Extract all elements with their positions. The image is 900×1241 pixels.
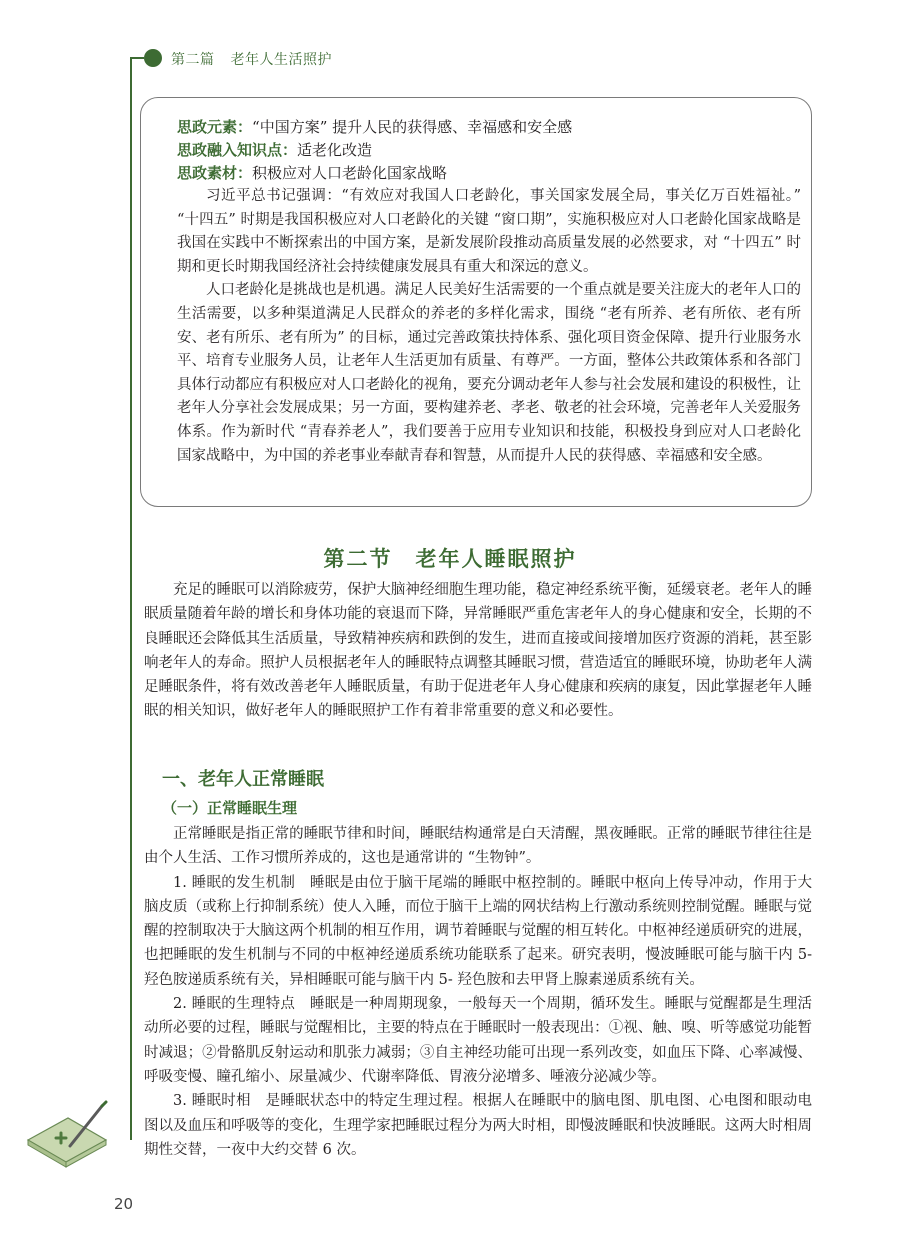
item-text: 睡眠是一种周期现象，一般每天一个周期，循环发生。睡眠与觉醒都是生理活动所必要的过程，睡眠与觉醒相比，主要的特点在于睡眠时一般表现出：①视、触、嗅、听等感觉功能暂时减退；②骨骼肌反射运动和肌张力减弱；③自主神经功能可出现一系列改变，如血压下降、心率减慢、呼吸变慢、瞳孔缩小、尿量减少、代谢率降低、胃液分泌增多、唾液分泌减少等。 [144,996,813,1085]
element-row-3: 思政素材：积极应对人口老龄化国家战略 [177,164,448,182]
element-text: 积极应对人口老龄化国家战略 [252,164,448,182]
list-item [144,992,812,1089]
element-text: “中国方案” 提升人民的获得感、幸福感和安全感 [252,118,573,136]
box-paragraph-1: 习近平总书记强调：“有效应对我国人口老龄化，事关国家发展全局，事关亿万百姓福祉。” “十四五” 时期是我国积极应对人口老龄化的关键 “窗口期”，实施积极应对人口老龄化国家战略是我国在实践中不断探索出的中国方案，是新发展阶段推动高质量发展的必然要求，对 “十四五” 时期和更长时期我国经济社会持续健康发展具有重大和深远的意义。 [177,188,801,275]
element-label: 思政素材 [177,164,238,182]
item-title: 2. 睡眠的生理特点 [173,996,296,1013]
header-dot-icon [144,49,162,67]
element-label: 思政元素 [177,118,238,136]
item-text: 睡眠是由位于脑干尾端的睡眠中枢控制的。睡眠中枢向上传导冲动，作用于大脑皮质（或称上行抑制系统）使人入睡，而位于脑干上端的网状结构上行激动系统则控制觉醒。睡眠与觉醒的控制取决于大脑这两个机制的相互作用，调节着睡眠与觉醒的相互转化。中枢神经递质研究的进展，也把睡眠的发生机制与不同的中枢神经递质系统功能联系了起来。研究表明，慢波睡眠可能与脑干内 5- 羟色胺递质系统有关，异相睡眠可能与脑干内 5- 羟色胺和去甲肾上腺素递质系统有关。 [144,874,813,988]
header-part: 第二篇 [171,52,215,68]
element-text: 适老化改造 [297,141,373,159]
section-title: 第二节 老年人睡眠照护 [323,547,577,571]
normal-sleep-paragraph: 正常睡眠是指正常的睡眠节律和时间，睡眠结构通常是白天清醒，黑夜睡眠。正常的睡眠节律往往是由个人生活、工作习惯所养成的，这也是通常讲的 “生物钟”。 [144,826,812,867]
item-text: 是睡眠状态中的特定生理过程。根据人在睡眠中的脑电图、肌电图、心电图和眼动电图以及血压和呼吸等的变化，生理学家把睡眠过程分为两大时相，即慢波睡眠和快波睡眠。这两大时相周期性交替，一夜中大约交替 6 次。 [144,1093,813,1158]
list-item [144,1089,812,1162]
running-header [171,49,348,69]
item-title: 1. 睡眠的发生机制 [173,874,296,891]
page-number: 20 [114,1195,134,1213]
frame-line-left [130,57,132,1140]
clipboard-pen-icon [22,1100,112,1170]
ideology-box [140,97,812,507]
intro-block [144,578,812,724]
item-title: 3. 睡眠时相 [173,1093,251,1110]
heading-level-2: （一）正常睡眠生理 [162,799,298,817]
frame-line-top [130,57,144,59]
body-block [144,822,812,1162]
box-paragraph-2: 人口老龄化是挑战也是机遇。满足人民美好生活需要的一个重点就是要关注庞大的老年人口的生活需要，以多种渠道满足人民群众的养老的多样化需求，围绕 “老有所养、老有所依、老有所安、老有所乐、老有所为” 的目标，通过完善政策扶持体系、强化项目资金保障、提升行业服务水平、培育专业服务人员，让老年人生活更加有质量、有尊严。一方面，整体公共政策体系和各部门具体行动都应有积极应对人口老龄化的视角，要充分调动老年人参与社会发展和建设的积极性，让老年人分享社会发展成果；另一方面，要构建养老、孝老、敬老的社会环境，完善老年人关爱服务体系。作为新时代 “青春养老人”，我们要善于应用专业知识和技能，积极投身到应对人口老龄化国家战略中，为中国的养老事业奉献青春和智慧，从而提升人民的获得感、幸福感和安全感。 [177,282,801,464]
element-row-1: 思政元素：“中国方案” 提升人民的获得感、幸福感和安全感 [177,118,573,136]
intro-paragraph: 充足的睡眠可以消除疲劳，保护大脑神经细胞生理功能，稳定神经系统平衡，延缓衰老。老年人的睡眠质量随着年龄的增长和身体功能的衰退而下降，异常睡眠严重危害老年人的身心健康和安全，长期的不良睡眠还会降低其生活质量，导致精神疾病和跌倒的发生，进而直接或间接增加医疗资源的消耗，甚至影响老年人的寿命。照护人员根据老年人的睡眠特点调整其睡眠习惯，营造适宜的睡眠环境，协助老年人满足睡眠条件，将有效改善老年人睡眠质量，有助于促进老年人身心健康和疾病的康复，因此掌握老年人睡眠的相关知识，做好老年人的睡眠照护工作有着非常重要的意义和必要性。 [144,582,812,720]
heading-level-1: 一、老年人正常睡眠 [162,769,324,790]
element-row-2: 思政融入知识点：适老化改造 [177,141,373,159]
header-chapter: 老年人生活照护 [230,52,332,68]
list-item [144,871,812,992]
element-label: 思政融入知识点 [177,141,283,159]
